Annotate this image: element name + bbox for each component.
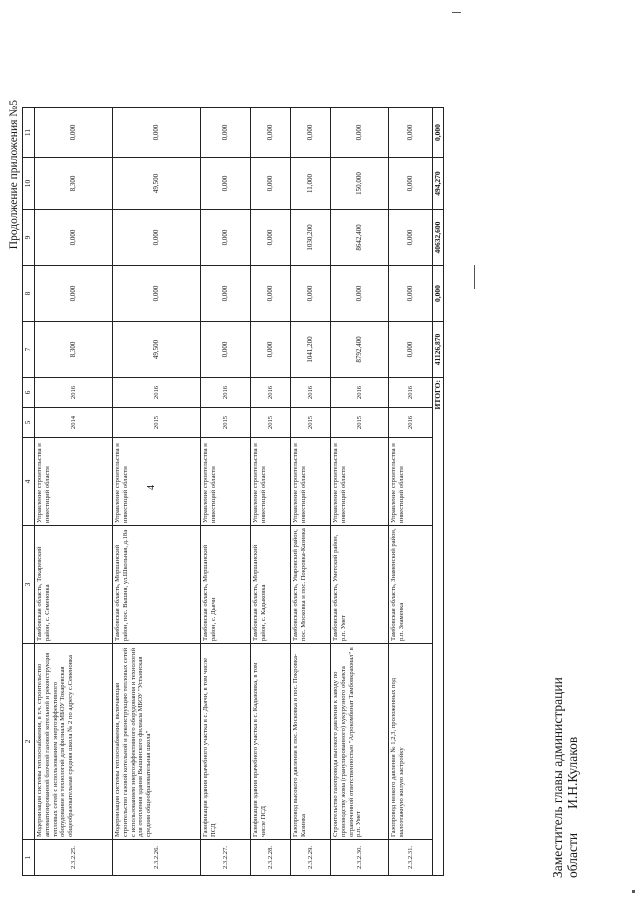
responsible-body: Управление строительства и инвестиций области: [389, 438, 433, 526]
object-name: Газопровод высокого давления к пос. Московка и пос. Покровка-Казинка: [291, 644, 331, 840]
object-name: Строительство газопровода высокого давления к заводу по производству жома (гранулированного) кукурузного объекта ограниченной ответственностью "Агрокомбинат Тамбовкрахмал" в р.п. Умет: [331, 644, 389, 840]
column-number: 10: [23, 158, 35, 210]
value-col9: 1030,200: [291, 210, 331, 266]
row-code: 2.3.2.27.: [201, 840, 251, 876]
table-body: [23, 108, 444, 876]
value-col7: 0,000: [201, 322, 251, 378]
responsible-body: Управление строительства и инвестиций области: [331, 438, 389, 526]
responsible-body: Управление строительства и инвестиций области: [113, 438, 201, 526]
value-col11: 0,000: [201, 108, 251, 158]
end-year: 2016: [113, 378, 201, 408]
table-row: [389, 108, 433, 876]
object-name: Газификация здания врачебного участка в с. Дьячи, в том числе ПСД: [201, 644, 251, 840]
row-code: 2.3.2.28.: [251, 840, 291, 876]
total-value: 41126,870: [433, 322, 444, 378]
value-col7: 8,300: [35, 322, 113, 378]
start-year: 2015: [113, 408, 201, 438]
value-col11: 0,000: [331, 108, 389, 158]
object-address: Тамбовская область, Моршанский район, с. Дьячи: [201, 526, 251, 644]
value-col8: 0,000: [331, 266, 389, 322]
total-value: 40632,600: [433, 210, 444, 266]
value-col7: 1041,200: [291, 322, 331, 378]
value-col10: 11,000: [291, 158, 331, 210]
object-name: Модернизация системы теплоснабжения, в т.ч. строительство автоматизированной блочной газовой котельной и реконструкция тепловых сетей с использованием энергоэффективного оборудования и технологий для филиала МБОУ Токаревская общеобразовательная средняя школа № 2 по адресу с.Семеновка: [35, 644, 113, 840]
column-number: 3: [23, 526, 35, 644]
value-col8: 0,000: [291, 266, 331, 322]
value-col8: 0,000: [113, 266, 201, 322]
row-code: 2.3.2.26.: [113, 840, 201, 876]
value-col10: 0,000: [389, 158, 433, 210]
end-year: 2016: [251, 378, 291, 408]
responsible-body: Управление строительства и инвестиций области: [201, 438, 251, 526]
table-row: [113, 108, 201, 876]
value-col11: 0,000: [389, 108, 433, 158]
value-col7: 0,000: [389, 322, 433, 378]
value-col7: 8792,400: [331, 322, 389, 378]
value-col10: 8,300: [35, 158, 113, 210]
signature-title: Заместитель главы администрации: [550, 677, 565, 878]
object-name: Газификация здания врачебного участка в с. Кадыковка, в том числе ПСД: [251, 644, 291, 840]
end-year: 2016: [35, 378, 113, 408]
value-col11: 0,000: [251, 108, 291, 158]
value-col8: 0,000: [251, 266, 291, 322]
table-row: [201, 108, 251, 876]
value-col11: 0,000: [291, 108, 331, 158]
start-year: 2015: [251, 408, 291, 438]
responsible-body: Управление строительства и инвестиций области: [251, 438, 291, 526]
start-year: 2015: [201, 408, 251, 438]
table-row: [331, 108, 389, 876]
object-name: Газопровод низкого давления № 1,2,3, проложенных под малоэтажную жилую застройку: [389, 644, 433, 840]
column-number: 5: [23, 408, 35, 438]
total-value: 0,000: [433, 266, 444, 322]
start-year: 2016: [389, 408, 433, 438]
end-year: 2016: [291, 378, 331, 408]
object-address: Тамбовская область, Токаревский район, с. Семеновка: [35, 526, 113, 644]
table-row: [251, 108, 291, 876]
value-col9: 0,000: [389, 210, 433, 266]
responsible-body: Управление строительства и инвестиций области: [35, 438, 113, 526]
value-col7: 0,000: [251, 322, 291, 378]
objects-table: [22, 107, 444, 876]
page-number: 4: [146, 485, 157, 490]
value-col10: 150,000: [331, 158, 389, 210]
object-address: Тамбовская область, Моршанский район, с. Кадыковка: [251, 526, 291, 644]
signature-name-line: [565, 677, 580, 878]
rotated-page-content: [2, 10, 617, 890]
object-address: Тамбовская область, Уметский район, р.п. Умет: [331, 526, 389, 644]
value-col10: 0,000: [201, 158, 251, 210]
column-number-row: [23, 108, 35, 876]
total-row: [433, 108, 444, 876]
column-number: 8: [23, 266, 35, 322]
object-address: Тамбовская область, Моршанский район, пос. Вышня, ул.Школьная, д.18а: [113, 526, 201, 644]
column-number: 11: [23, 108, 35, 158]
value-col7: 49,500: [113, 322, 201, 378]
column-number: 4: [23, 438, 35, 526]
row-code: 2.3.2.30.: [331, 840, 389, 876]
value-col9: 0,000: [201, 210, 251, 266]
row-code: 2.3.2.29.: [291, 840, 331, 876]
column-number: 2: [23, 644, 35, 840]
value-col11: 0,000: [113, 108, 201, 158]
column-number: 6: [23, 378, 35, 408]
value-col10: 49,500: [113, 158, 201, 210]
total-value: 494,270: [433, 158, 444, 210]
total-label: ИТОГО:: [433, 378, 444, 876]
value-col9: 0,000: [113, 210, 201, 266]
value-col9: 8642,400: [331, 210, 389, 266]
responsible-body: Управление строительства и инвестиций области: [291, 438, 331, 526]
value-col9: 0,000: [35, 210, 113, 266]
value-col8: 0,000: [201, 266, 251, 322]
total-value: 0,000: [433, 108, 444, 158]
signature-region: области: [565, 832, 580, 878]
object-address: Тамбовская область, Уваровский район, пос. Московка и пос. Покровка-Казинка: [291, 526, 331, 644]
continuation-header: Продолжение приложения №5: [8, 100, 20, 250]
start-year: 2015: [291, 408, 331, 438]
value-col11: 0,000: [35, 108, 113, 158]
value-col9: 0,000: [251, 210, 291, 266]
object-address: Тамбовская область, Знаменский район, р.п. Знаменка: [389, 526, 433, 644]
value-col10: 0,000: [251, 158, 291, 210]
object-name: Модернизация системы теплоснабжения, включающая строительство газовой котельной и реконструкцию тепловых сетей с использованием энергоэффективного оборудования и технологий для отопления здания Вышинского филиала МБОУ "Устьинская средняя общеобразовательная школа": [113, 644, 201, 840]
value-col8: 0,000: [35, 266, 113, 322]
table-row: [291, 108, 331, 876]
end-year: 2016: [331, 378, 389, 408]
column-number: 9: [23, 210, 35, 266]
start-year: 2015: [331, 408, 389, 438]
column-number: 7: [23, 322, 35, 378]
table-row: [35, 108, 113, 876]
end-year: 2016: [201, 378, 251, 408]
scan-mark-bottom: [632, 890, 635, 893]
row-code: 2.3.2.31.: [389, 840, 433, 876]
signature-name: И.Н.Кулаков: [565, 736, 580, 809]
value-col8: 0,000: [389, 266, 433, 322]
signature-block: [550, 677, 580, 878]
row-code: 2.3.2.25.: [35, 840, 113, 876]
column-number: 1: [23, 840, 35, 876]
start-year: 2014: [35, 408, 113, 438]
end-year: 2016: [389, 378, 433, 408]
